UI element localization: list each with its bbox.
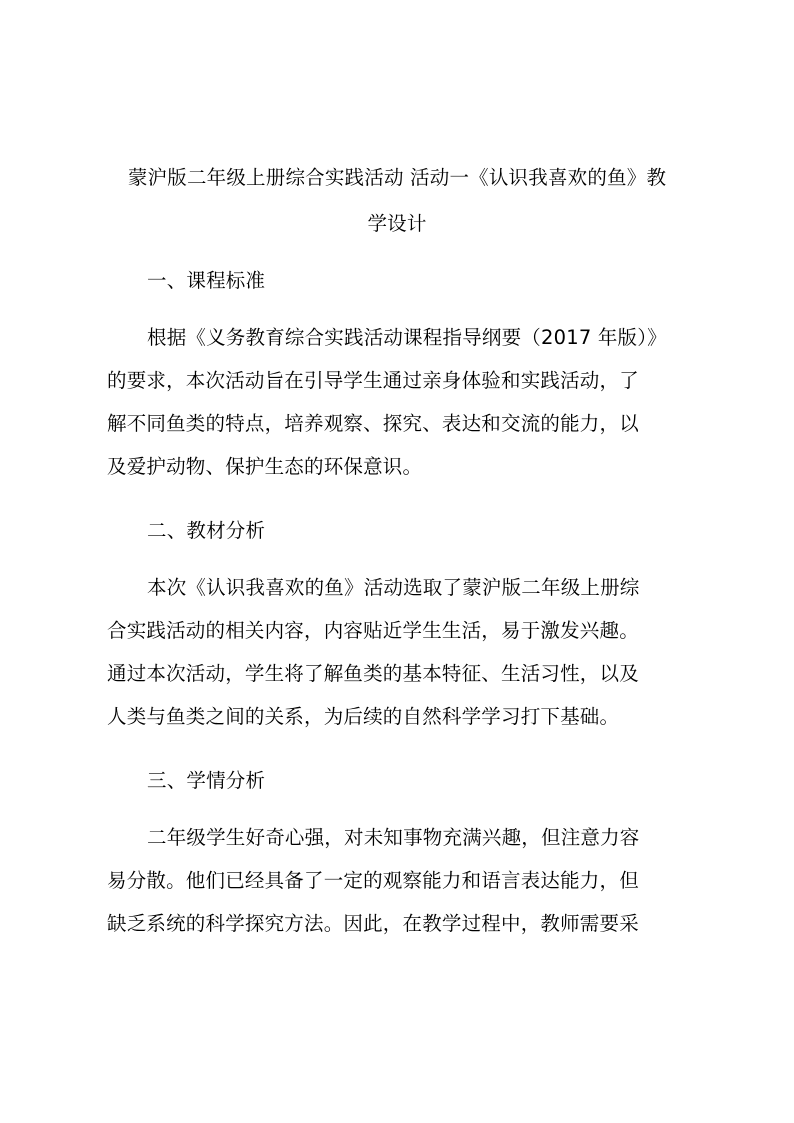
section-heading-curriculum-standard: 一、课程标准 (147, 269, 266, 292)
document-title-line-2: 学设计 (367, 212, 427, 235)
paragraph-line: 解不同鱼类的特点，培养观察、探究、表达和交流的能力，以 (107, 412, 639, 435)
paragraph-line: 人类与鱼类之间的关系，为后续的自然科学学习打下基础。 (107, 705, 620, 728)
paragraph-line: 本次《认识我喜欢的鱼》活动选取了蒙沪版二年级上册综 (147, 576, 640, 599)
section-heading-textbook-analysis: 二、教材分析 (147, 519, 266, 542)
paragraph-line: 缺乏系统的科学探究方法。因此，在教学过程中，教师需要采 (107, 912, 639, 935)
paragraph-line: 的要求，本次活动旨在引导学生通过亲身体验和实践活动，了 (107, 369, 639, 392)
paragraph-line: 通过本次活动，学生将了解鱼类的基本特征、生活习性，以及 (107, 662, 639, 685)
paragraph-line: 易分散。他们已经具备了一定的观察能力和语言表达能力，但 (107, 869, 639, 892)
paragraph-line: 及爱护动物、保护生态的环保意识。 (107, 455, 423, 478)
paragraph-line: 合实践活动的相关内容，内容贴近学生生活，易于激发兴趣。 (107, 619, 639, 642)
document-title-line-1: 蒙沪版二年级上册综合实践活动 活动一《认识我喜欢的鱼》教 (127, 166, 667, 189)
section-heading-learner-analysis: 三、学情分析 (147, 769, 266, 792)
paragraph-line: 根据《义务教育综合实践活动课程指导纲要（2017 年版）》 (147, 326, 667, 349)
paragraph-line: 二年级学生好奇心强，对未知事物充满兴趣，但注意力容 (147, 826, 640, 849)
